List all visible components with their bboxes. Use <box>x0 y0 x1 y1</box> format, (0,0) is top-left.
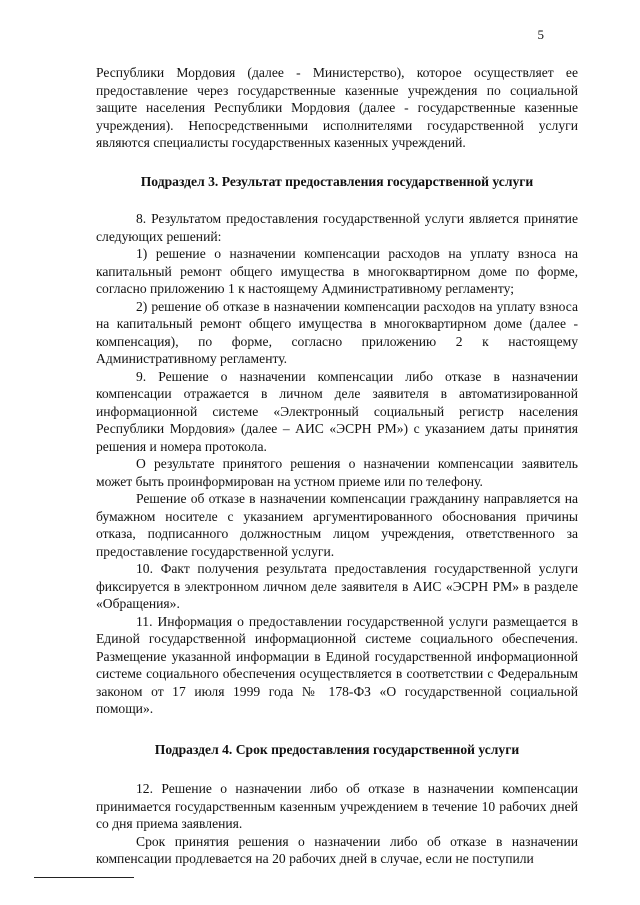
paragraph: Решение об отказе в назначении компенсации гражданину направляется на бумажном носителе с указанием аргументированного обоснования причины отказа, подписанного должностным лицом учреждения, ответственного за предоставление государственной услуги. <box>96 491 578 559</box>
paragraph: 12. Решение о назначении либо об отказе в назначении компенсации принимается государственным казенным учреждением в течение 10 рабочих дней со дня приема заявления. <box>96 781 578 831</box>
page-number: 5 <box>537 27 544 42</box>
paragraph: 1) решение о назначении компенсации расходов на уплату взноса на капитальный ремонт общего имущества в многоквартирном доме по форме, согласно приложению 1 к настоящему Административному регламенту; <box>96 246 578 296</box>
section-4-heading: Подраздел 4. Срок предоставления государственной услуги <box>154 741 520 757</box>
paragraph-intro: Республики Мордовия (далее - Министерство), которое осуществляет ее предоставление через государственные казенные учреждения по социальной защите населения Республики Мордовия (далее - государственные казенные учреждения). Непосредственными исполнителями государственной услуги являются специалисты государственных казенных учреждений. <box>96 65 578 150</box>
paragraph: 10. Факт получения результата предоставления государственной услуги фиксируется в электронном личном деле заявителя в АИС «ЭСРН РМ» в разделе «Обращения». <box>96 561 578 611</box>
paragraph: О результате принятого решения о назначении компенсации заявитель может быть проинформирован на устном приеме или по телефону. <box>96 456 578 489</box>
paragraph: 11. Информация о предоставлении государственной услуги размещается в Единой государственной информационной системе социального обеспечения. Размещение указанной информации в Единой государственной информационной системе социального обеспечения осуществляется в соответствии с Федеральным законом от 17 июля 1999 года № 178-ФЗ «О государственной социальной помощи». <box>96 613 578 716</box>
paragraph: 2) решение об отказе в назначении компенсации расходов на уплату взноса на капитальный ремонт общего имущества в многоквартирном доме (далее - компенсация), по форме, согласно приложению 2 к настоящему Административному регламенту. <box>96 298 578 366</box>
document-body <box>96 64 578 868</box>
paragraph: 9. Решение о назначении компенсации либо отказе в назначении компенсации отражается в личном деле заявителя в автоматизированной информационной системе «Электронный социальный регистр населения Республики Мордовия» (далее – АИС «ЭСРН РМ») с указанием даты принятия решения и номера протокола. <box>96 368 578 454</box>
footnote-separator <box>34 877 134 878</box>
section-3-heading: Подраздел 3. Результат предоставления государственной услуги <box>140 173 534 189</box>
paragraph: Срок принятия решения о назначении либо об отказе в назначении компенсации продлевается на 20 рабочих дней в случае, если не поступили <box>96 833 578 866</box>
paragraph: 8. Результатом предоставления государственной услуги является принятие следующих решений: <box>96 211 578 244</box>
